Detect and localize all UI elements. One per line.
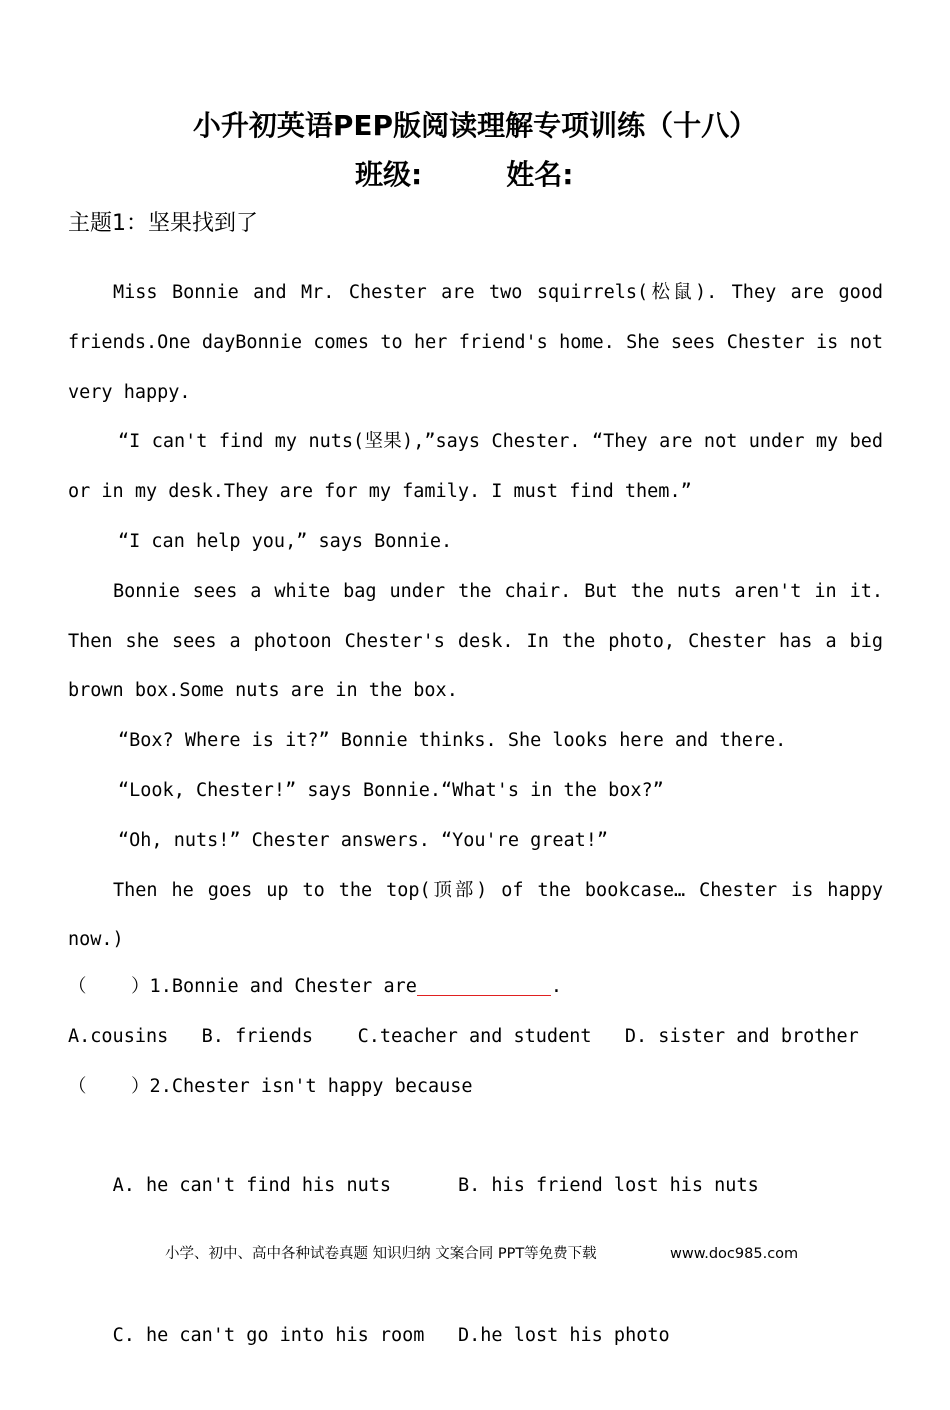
footer-url: www.doc985.com bbox=[670, 1246, 799, 1262]
passage-paragraph-5: “Box? Where is it?” Bonnie thinks. She looks here and there. bbox=[118, 730, 787, 752]
document-title: 小升初英语PEP版阅读理解专项训练（十八） bbox=[192, 109, 758, 142]
option-d: D.he lost his photo bbox=[458, 1324, 670, 1346]
reading-passage bbox=[68, 268, 883, 965]
passage-paragraph-7: “Oh, nuts!” Chester answers. “You're great!” bbox=[118, 829, 609, 851]
question-2: （ ）2.Chester isn't happy because bbox=[68, 1075, 473, 1097]
question-2-options-row-2 bbox=[68, 1261, 898, 1410]
class-label: 班级: bbox=[355, 158, 423, 191]
answer-blank bbox=[417, 973, 551, 996]
question-1-options: A.cousins B. friends C.teacher and student D. sister and brother bbox=[68, 1025, 859, 1047]
passage-paragraph-2: “I can't find my nuts(坚果),”says Chester. “They are not under my bed or in my desk.They are for my family. I must find them.” bbox=[68, 431, 883, 503]
passage-paragraph-4: Bonnie sees a white bag under the chair. But the nuts aren't in it. Then she sees a photoon Chester's desk. In the photo, Chester has a big brown box.Some nuts are in the box. bbox=[68, 580, 883, 702]
question-1-text: （ ）1.Bonnie and Chester are bbox=[68, 976, 417, 997]
question-section bbox=[68, 962, 898, 1410]
name-label: 姓名: bbox=[506, 158, 574, 191]
question-1 bbox=[68, 962, 898, 1012]
footer-text: 小学、初中、高中各种试卷真题 知识归纳 文案合同 PPT等免费下载 bbox=[165, 1246, 597, 1262]
question-1-period: . bbox=[550, 976, 563, 997]
passage-paragraph-8: Then he goes up to the top(顶部) of the bookcase… Chester is happy now.) bbox=[68, 879, 883, 951]
class-name-line bbox=[355, 155, 573, 195]
passage-paragraph-3: “I can help you,” says Bonnie. bbox=[118, 530, 453, 552]
topic-heading: 主题1：坚果找到了 bbox=[68, 211, 258, 236]
passage-paragraph-6: “Look, Chester!” says Bonnie.“What's in the box?” bbox=[118, 779, 664, 801]
question-2-options-row-1 bbox=[68, 1111, 898, 1260]
option-c: C. he can't go into his room bbox=[112, 1324, 425, 1346]
option-b: B. his friend lost his nuts bbox=[458, 1175, 759, 1197]
passage-paragraph-1: Miss Bonnie and Mr. Chester are two squirrels(松鼠). They are good friends.One dayBonnie comes to her friend's home. She sees Chester is not very happy. bbox=[68, 282, 883, 403]
option-a: A. he can't find his nuts bbox=[112, 1175, 392, 1197]
